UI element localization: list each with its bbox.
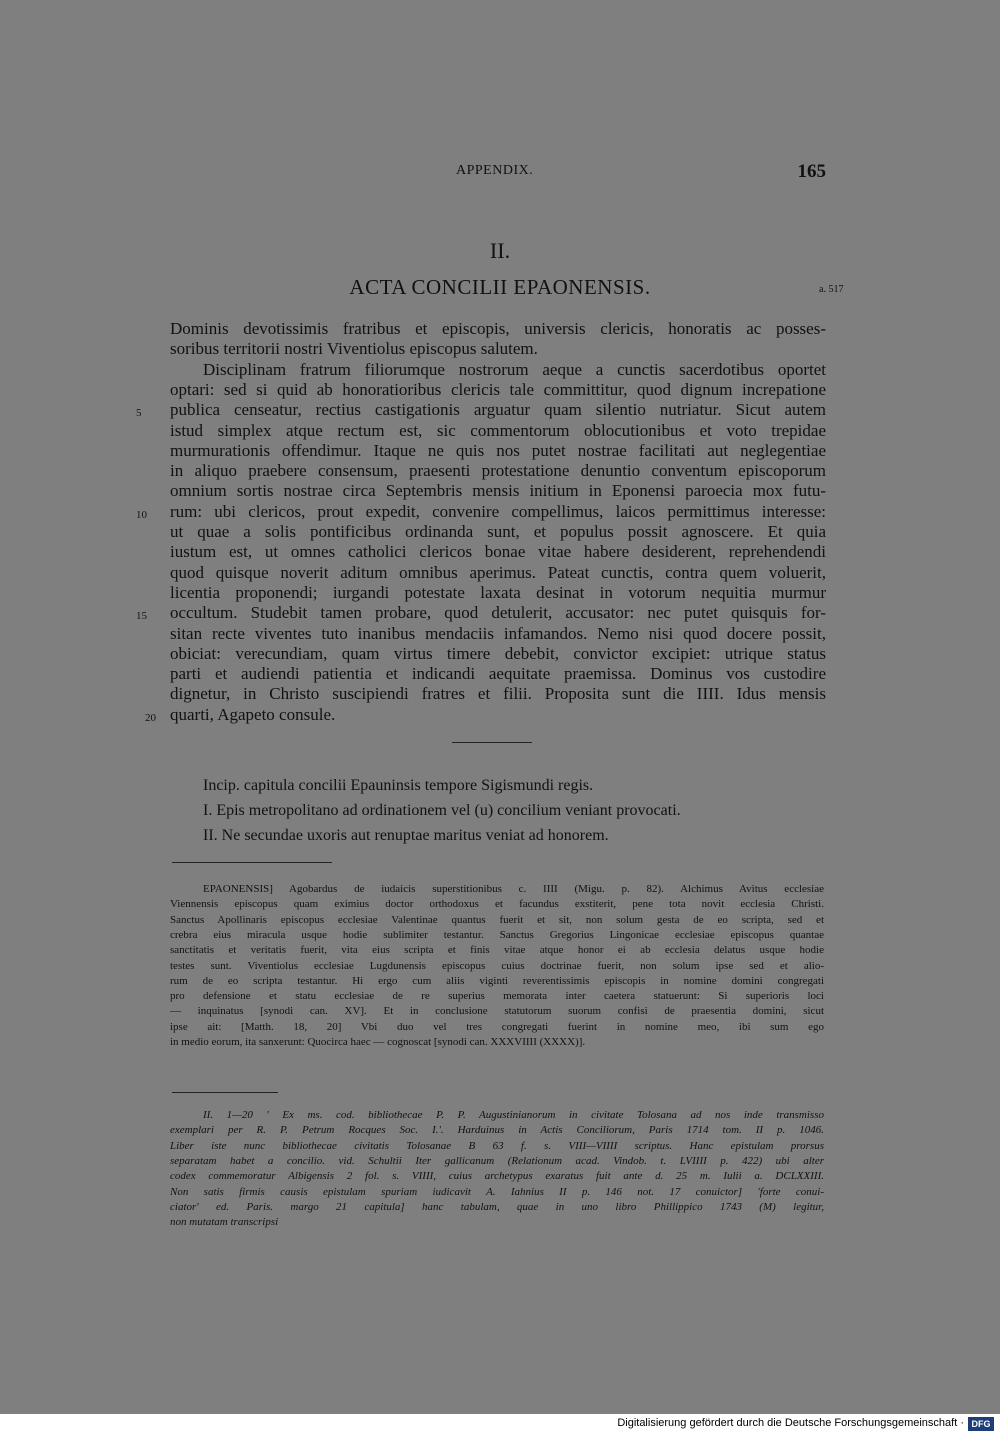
footnote-line: Viennensis episcopus quam eximius doctor orthodoxus et facundus exstiterit, pene tota novit ecclesia Christi.	[170, 898, 824, 911]
text-line	[136, 603, 826, 623]
text-line-content: Disciplinam fratrum filiorumque nostrorum aeque a cunctis sacerdotibus oportet	[203, 359, 826, 379]
text-line	[170, 624, 826, 644]
text-line	[170, 684, 826, 704]
text-line	[170, 421, 826, 441]
year-note: a. 517	[819, 284, 844, 295]
footnote-line: Liber iste nunc bibliothecae civitatis Tolosanae B 63 f. s. VIII—VIIII scriptus. Hanc epistulam prorsus	[170, 1139, 824, 1152]
text-line-content: Dominis devotissimis fratribus et episcopis, universis clericis, honoratis ac posses-	[170, 319, 826, 338]
text-line-content: murmurationis offendimur. Itaque ne quis nos putet nostrae facilitati aut neglegentiae	[170, 440, 826, 460]
text-line-content: ut quae a solis pontificibus ordinanda sunt, et populus possit agnoscere. Et quia	[170, 522, 826, 541]
line-number: 10	[136, 508, 147, 521]
text-line-content: sitan recte viventes tuto inanibus mendaciis infamandos. Nemo nisi quod docere possit,	[170, 623, 826, 643]
text-line-content: quod quisque noverit aditum omnibus aperimus. Pateat cunctis, contra quem voluerit,	[170, 562, 826, 582]
text-line	[203, 360, 826, 380]
text-line	[136, 501, 826, 522]
footnote-line: crebra eius miracula usque hodie sublimiter testantur. Sanctus Gregorius Lingonicae ecclesiae episcopus quantae	[170, 928, 824, 941]
footnote-line: separatam habet a concilio. vid. Schultii Iter gallicanum (Relationum acad. Vindob. t. LVIIII p. 422) ubi alter	[170, 1154, 824, 1167]
text-line	[170, 583, 826, 603]
page-header	[170, 163, 826, 187]
footnote-line: Non satis firmis causis epistulam spuriam iudicavit A. Iahnius II p. 146 not. 17 conuictor] 'forte conui-	[170, 1185, 824, 1198]
text-line	[170, 664, 826, 684]
text-line	[170, 441, 826, 461]
footnote-line: exemplari per R. P. Petrum Rocques Soc. I.'. Harduinus in Actis Conciliorum, Paris 1714 tom. II p. 1046.	[170, 1124, 824, 1137]
line-number: 20	[145, 711, 156, 724]
text-line-content: optari: sed si quid ab honoratioribus clericis tale committitur, quod dignum increpatione	[170, 379, 826, 399]
page-number: 165	[797, 161, 826, 182]
line-number: 15	[136, 610, 147, 623]
footnote-line: pro defensione et statu ecclesiae de re superius memorata inter caetera statuerunt: Si superioris loci	[170, 990, 824, 1003]
running-head: APPENDIX.	[456, 163, 534, 178]
text-line	[136, 400, 826, 420]
section-separator	[452, 742, 532, 744]
footnote-line: ciator' ed. Paris. margo 21 capitula] hanc tabulam, quae in uno libro Phillippico 1743 (M) legitur,	[170, 1200, 824, 1213]
text-line-content: occultum. Studebit tamen probare, quod detulerit, accusator: nec putet quisquis for-	[170, 603, 826, 623]
text-line-content: omnium sortis nostrae circa Septembris mensis initium in Eponensi paroecia mox futu-	[170, 481, 826, 501]
text-line	[170, 461, 826, 481]
footnote-rule-2	[172, 1092, 278, 1093]
text-line	[145, 704, 826, 725]
text-line-content: rum: ubi clericos, prout expedit, convenire compellimus, laicos permittimus interesse:	[170, 501, 826, 521]
capitulum-item: II. Ne secundae uxoris aut renuptae maritus veniat ad honorem.	[203, 827, 609, 844]
footnote-line: ipse ait: [Matth. 18, 20] Vbi duo vel tres congregati fuerint in nomine meo, ibi sum ego	[170, 1020, 824, 1033]
text-line	[170, 380, 826, 400]
text-line-content: istud simplex atque rectum est, sic commentorum oblocutionibus et voto trepidae	[170, 420, 826, 440]
footnote-line: II. 1—20 ' Ex ms. cod. bibliothecae P. P. Augustinianorum in civitate Tolosana ad nos inde transmisso	[203, 1109, 824, 1121]
text-line	[170, 522, 826, 542]
footnote-line: sanctitatis et veritatis fuerit, vita eius scripta et finis vitae atque honor ei ab ecclesia delatus usque hodie	[170, 944, 824, 957]
dfg-logo: DFG	[968, 1417, 994, 1431]
footnote-line: codex commemoratur Albigensis 2 fol. s. VIIII, cuius archetypus exaratus fuit ante d. 25 m. Iulii a. DCLXXIII.	[170, 1170, 824, 1183]
footnote-line: in medio eorum, ita sanxerunt: Quocirca haec — cognoscat [synodi can. XXXVIIII (XXXX)].	[170, 1036, 586, 1048]
text-line	[170, 481, 826, 501]
text-line-content: iustum est, ut omnes catholici clericos bonae vitae habere desiderent, reprehendendi	[170, 542, 826, 562]
section-number: II.	[489, 238, 511, 263]
capitulum-item: I. Epis metropolitano ad ordinationem vel (u) concilium veniant provocati.	[203, 802, 681, 819]
line-number: 5	[136, 407, 142, 420]
capitulum-item: Incip. capitula concilii Epauninsis tempore Sigismundi regis.	[203, 777, 594, 794]
text-line	[170, 563, 826, 583]
text-line	[170, 542, 826, 562]
text-line-content: soribus territorii nostri Viventiolus episcopus salutem.	[170, 339, 538, 359]
text-line-content: obiciat: verecundiam, quam virtus timere debebit, convictor excipiet: utrique status	[170, 643, 826, 663]
section-title: ACTA CONCILII EPAONENSIS.	[349, 275, 651, 299]
text-line-content: parti et audiendi patientia et indicandi aequitate praemissa. Dominus vos custodire	[170, 664, 826, 684]
footnote-line: rum de eo scripta testantur. Hi ergo cum aliis viginti reverentissimis episcopis in nomine domini congregati	[170, 974, 824, 987]
text-line	[170, 319, 826, 339]
footnote-line: — inquinatus [synodi can. XV]. Et in conclusione statutorum suorum confisi de praesentia domini, sicut	[170, 1005, 824, 1018]
text-line-content: licentia proponendi; iurgandi potestate laxata desinat in votorum nequitia murmur	[170, 582, 826, 602]
text-line	[170, 644, 826, 664]
footer-bar	[0, 1414, 1000, 1434]
footnote-line: Sanctus Apollinaris episcopus ecclesiae Valentinae quantus fuerit et sit, non solum gesta de eo scripta, sed et	[170, 913, 824, 926]
footnote-rule-1	[172, 862, 332, 863]
text-line-content: in aliquo praebere consensum, praesenti protestatione denuntio conventum episcoporum	[170, 461, 826, 481]
text-line-content: dignetur, in Christo suscipiendi fratres et filii. Proposita sunt die IIII. Idus mensis	[170, 684, 826, 704]
footnote-line: non mutatam transcripsi	[170, 1216, 279, 1229]
text-line-content: quarti, Agapeto consule.	[170, 704, 336, 724]
funding-notice: Digitalisierung gefördert durch die Deutsche Forschungsgemeinschaft ·	[617, 1417, 964, 1429]
text-line-content: publica censeatur, rectius castigationis arguatur quam silentio nutriatur. Sicut autem	[170, 400, 826, 420]
text-line	[170, 339, 826, 359]
footnote-line: testes sunt. Viventiolus ecclesiae Lugdunensis episcopus cuius doctrinae fuerit, non solum ipse sed et alio-	[170, 959, 824, 972]
footnote-line: EPAONENSIS] Agobardus de iudaicis superstitionibus c. IIII (Migu. p. 82). Alchimus Avitus ecclesiae	[203, 883, 824, 895]
